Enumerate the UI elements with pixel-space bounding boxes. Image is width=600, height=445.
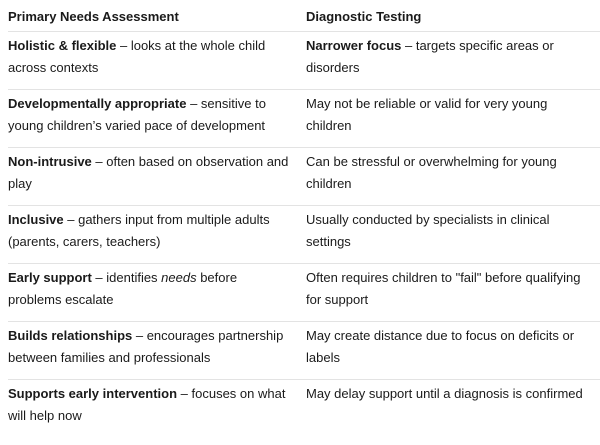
primary-needs-cell bbox=[8, 93, 306, 147]
cell-text: – focuses on what will help now bbox=[8, 386, 286, 423]
cell-bold-term: Non-intrusive bbox=[8, 154, 92, 169]
cell-text: May delay support until a diagnosis is confirmed bbox=[306, 386, 583, 401]
table-row bbox=[8, 380, 600, 438]
cell-text: – often based on observation and play bbox=[8, 154, 289, 191]
primary-needs-cell bbox=[8, 209, 306, 263]
cell-text: May create distance due to focus on deficits or labels bbox=[306, 328, 575, 365]
table-row bbox=[8, 32, 600, 90]
cell-emphasis: needs bbox=[161, 270, 197, 285]
primary-needs-cell bbox=[8, 267, 306, 321]
primary-needs-cell bbox=[8, 151, 306, 205]
diagnostic-testing-cell bbox=[306, 151, 600, 205]
primary-needs-cell bbox=[8, 35, 306, 89]
table-header-row bbox=[8, 0, 600, 32]
table-row bbox=[8, 90, 600, 148]
cell-bold-term: Supports early intervention bbox=[8, 386, 178, 401]
cell-text: May not be reliable or valid for very young children bbox=[306, 96, 548, 133]
cell-text: – gathers input from multiple adults (parents, carers, teachers) bbox=[8, 212, 270, 249]
cell-bold-term: Developmentally appropriate bbox=[8, 96, 187, 111]
diagnostic-testing-cell bbox=[306, 209, 600, 263]
comparison-table bbox=[8, 0, 600, 438]
header-diagnostic-testing: Diagnostic Testing bbox=[306, 8, 422, 24]
cell-text: – encourages partnership between families and professionals bbox=[8, 328, 284, 365]
diagnostic-testing-cell bbox=[306, 35, 600, 89]
cell-text: Can be stressful or overwhelming for young children bbox=[306, 154, 557, 191]
cell-text: Often requires children to "fail" before qualifying for support bbox=[306, 270, 581, 307]
diagnostic-testing-cell bbox=[306, 267, 600, 321]
cell-text: – sensitive to young children’s varied pace of development bbox=[8, 96, 266, 133]
cell-text: – looks at the whole child across contexts bbox=[8, 38, 266, 75]
cell-text: Usually conducted by specialists in clinical settings bbox=[306, 212, 550, 249]
primary-needs-cell bbox=[8, 325, 306, 379]
table-row bbox=[8, 148, 600, 206]
cell-text: – identifies bbox=[91, 270, 162, 285]
cell-text: – targets specific areas or disorders bbox=[306, 38, 554, 75]
cell-bold-term: Narrower focus bbox=[306, 38, 402, 53]
cell-bold-term: Holistic & flexible bbox=[8, 38, 117, 53]
diagnostic-testing-cell bbox=[306, 383, 600, 438]
cell-text-end: before problems escalate bbox=[8, 270, 238, 307]
diagnostic-testing-cell bbox=[306, 93, 600, 147]
table-row bbox=[8, 206, 600, 264]
primary-needs-cell bbox=[8, 383, 306, 438]
table-row bbox=[8, 322, 600, 380]
diagnostic-testing-cell bbox=[306, 325, 600, 379]
cell-bold-term: Inclusive bbox=[8, 212, 64, 227]
table-row bbox=[8, 264, 600, 322]
cell-bold-term: Early support bbox=[8, 270, 92, 285]
cell-bold-term: Builds relationships bbox=[8, 328, 133, 343]
header-primary-needs-assessment: Primary Needs Assessment bbox=[8, 8, 179, 24]
